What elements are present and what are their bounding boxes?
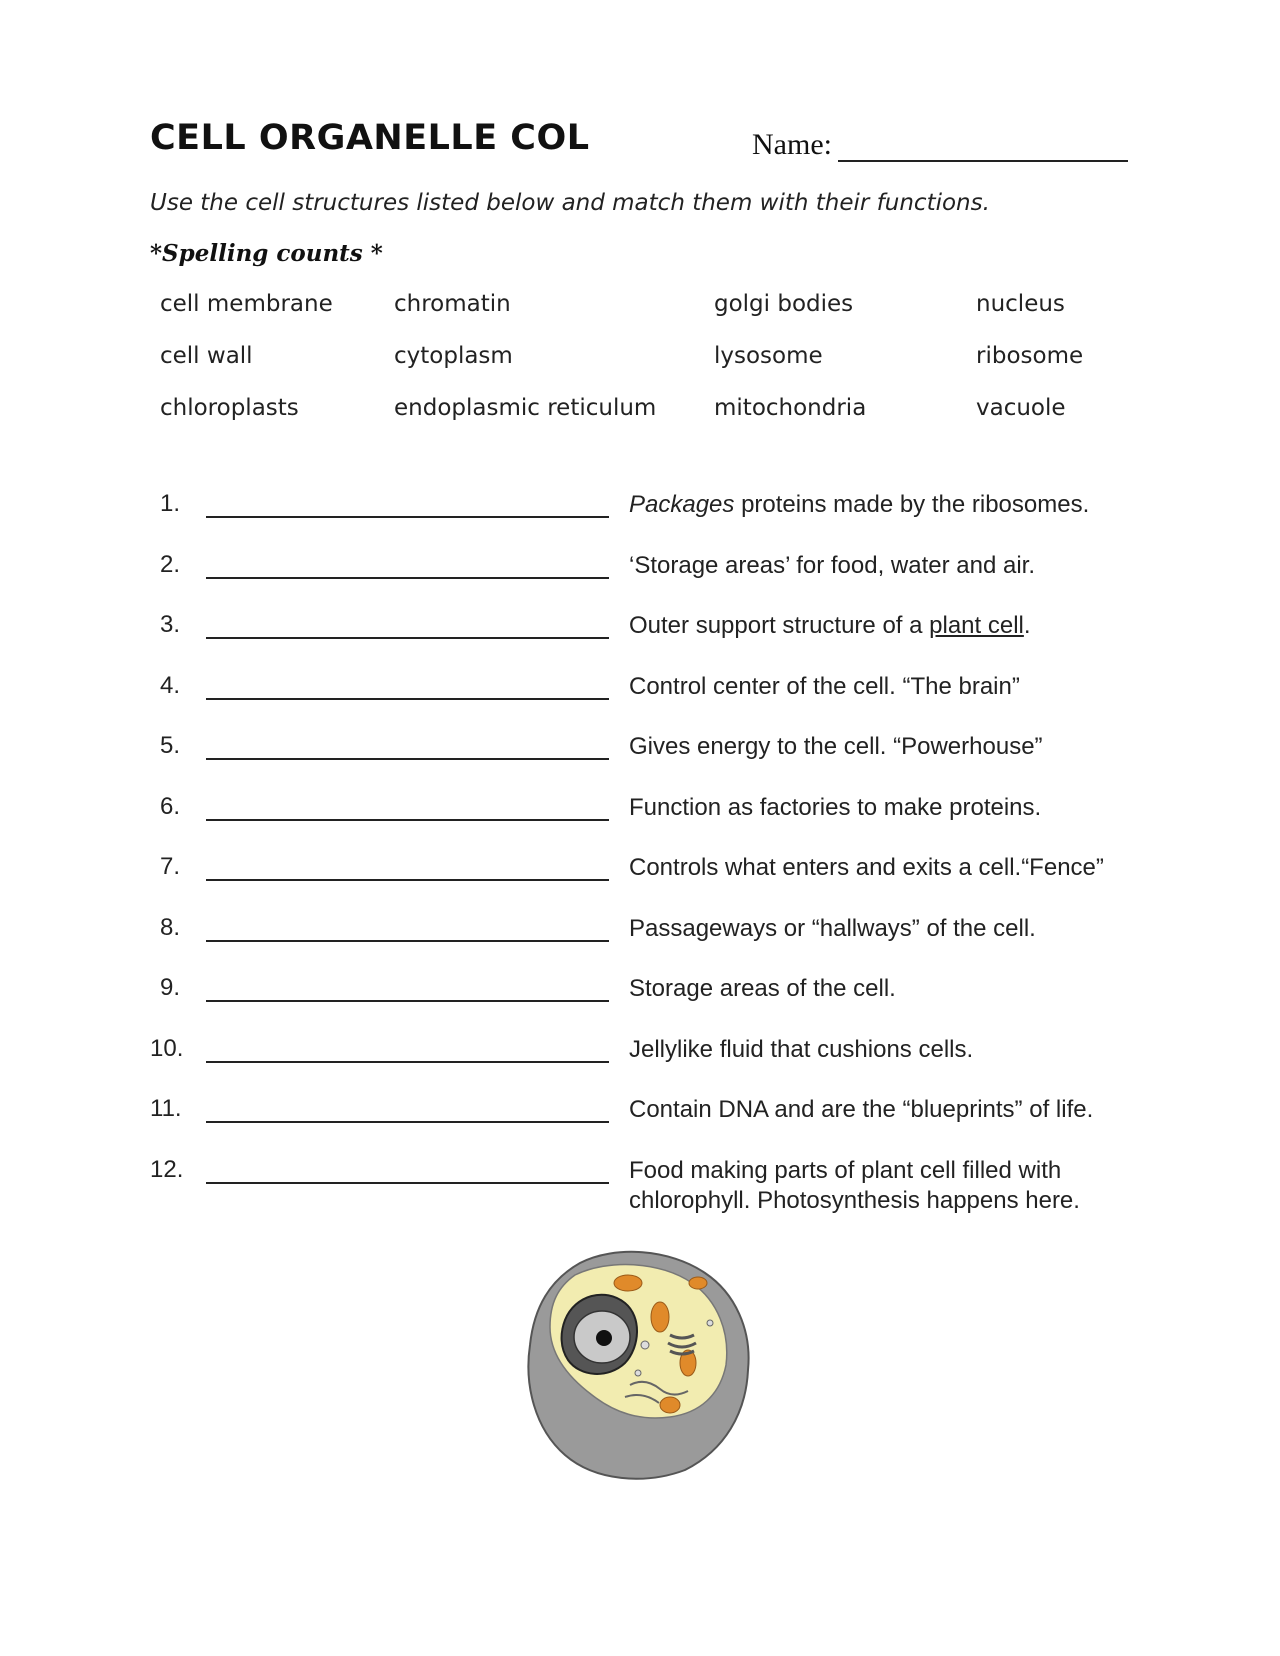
question-number: 2. xyxy=(160,550,181,578)
question-definition: Function as factories to make proteins. xyxy=(629,793,1042,821)
answer-blank-line[interactable] xyxy=(206,637,609,639)
definition-italic-word: Packages xyxy=(629,491,735,518)
mitochondrion xyxy=(660,1397,680,1413)
question-number: 8. xyxy=(160,913,181,941)
question-row xyxy=(150,1156,1150,1217)
question-number: 4. xyxy=(160,671,181,699)
question-row xyxy=(150,793,1150,854)
word-bank-item: cytoplasm xyxy=(394,343,513,369)
question-definition: Control center of the cell. “The brain” xyxy=(629,672,1020,700)
animal-cell-illustration xyxy=(520,1245,755,1485)
word-bank-item: mitochondria xyxy=(714,395,867,421)
question-definition: Food making parts of plant cell filled with chlorophyll. Photosynthesis happens here. xyxy=(629,1156,1080,1214)
question-row xyxy=(150,1035,1150,1096)
answer-blank-line[interactable] xyxy=(206,879,609,881)
answer-blank-line[interactable] xyxy=(206,516,609,518)
question-number: 1. xyxy=(160,490,181,517)
question-number: 5. xyxy=(160,732,181,759)
answer-blank-line[interactable] xyxy=(206,1182,609,1184)
definition-text: Outer support structure of a xyxy=(629,612,930,639)
question-definition xyxy=(629,490,1139,520)
word-bank-item: nucleus xyxy=(976,291,1065,317)
question-row xyxy=(150,490,1150,551)
mitochondrion xyxy=(614,1275,642,1291)
vesicle xyxy=(635,1370,641,1376)
answer-blank-line[interactable] xyxy=(206,1061,609,1063)
question-row xyxy=(150,1095,1150,1156)
question-number: 9. xyxy=(160,974,181,1001)
answer-blank-line[interactable] xyxy=(206,1000,609,1002)
word-bank-item: golgi bodies xyxy=(714,291,854,317)
word-bank-item: ribosome xyxy=(976,343,1084,369)
definition-text: proteins made by the ribosomes. xyxy=(734,491,1090,518)
definition-text-end: . xyxy=(1023,612,1031,639)
question-row xyxy=(150,672,1150,733)
question-row xyxy=(150,611,1150,672)
question-number: 11. xyxy=(150,1095,182,1122)
vesicle xyxy=(641,1341,649,1349)
question-row xyxy=(150,732,1150,793)
question-definition: Jellylike fluid that cushions cells. xyxy=(629,1035,974,1063)
question-definition: Controls what enters and exits a cell.“Fence” xyxy=(629,854,1104,881)
spelling-note: *Spelling counts * xyxy=(150,240,383,267)
question-definition: Gives energy to the cell. “Powerhouse” xyxy=(629,733,1043,760)
word-bank-item: chloroplasts xyxy=(160,395,299,421)
definition-underlined-text: plant cell xyxy=(929,612,1024,639)
word-bank-item: lysosome xyxy=(714,343,823,369)
question-row xyxy=(150,551,1150,612)
name-blank-line[interactable] xyxy=(838,134,1128,162)
answer-blank-line[interactable] xyxy=(206,819,609,821)
question-definition: Passageways or “hallways” of the cell. xyxy=(629,914,1036,942)
word-bank-item: chromatin xyxy=(394,291,511,317)
answer-blank-line[interactable] xyxy=(206,758,609,760)
word-bank xyxy=(160,290,1156,422)
question-definition: ‘Storage areas’ for food, water and air. xyxy=(629,551,1036,579)
question-number: 6. xyxy=(160,792,181,820)
question-definition: Storage areas of the cell. xyxy=(629,975,896,1002)
question-number: 3. xyxy=(160,611,181,638)
worksheet-title: CELL ORGANELLE COL xyxy=(150,118,590,158)
name-field-row xyxy=(752,128,1128,162)
answer-blank-line[interactable] xyxy=(206,698,609,700)
nucleolus xyxy=(596,1330,612,1346)
answer-blank-line[interactable] xyxy=(206,577,609,579)
name-label: Name: xyxy=(752,128,832,161)
question-row xyxy=(150,853,1150,914)
word-bank-item: cell wall xyxy=(160,343,253,369)
question-number: 12. xyxy=(150,1155,184,1183)
answer-blank-line[interactable] xyxy=(206,940,609,942)
question-definition: Contain DNA and are the “blueprints” of life. xyxy=(629,1096,1094,1123)
word-bank-item: vacuole xyxy=(976,395,1066,421)
vesicle xyxy=(707,1320,713,1326)
question-row xyxy=(150,914,1150,975)
question-number: 10. xyxy=(150,1034,184,1062)
answer-blank-line[interactable] xyxy=(206,1121,609,1123)
mitochondrion xyxy=(689,1277,707,1289)
question-row xyxy=(150,974,1150,1035)
question-list xyxy=(150,490,1150,1216)
question-definition xyxy=(629,611,1139,641)
word-bank-item: endoplasmic reticulum xyxy=(394,395,657,421)
word-bank-item: cell membrane xyxy=(160,291,333,317)
question-number: 7. xyxy=(160,853,181,880)
mitochondrion xyxy=(651,1302,669,1332)
instructions: Use the cell structures listed below and match them with their functions. xyxy=(150,190,990,216)
